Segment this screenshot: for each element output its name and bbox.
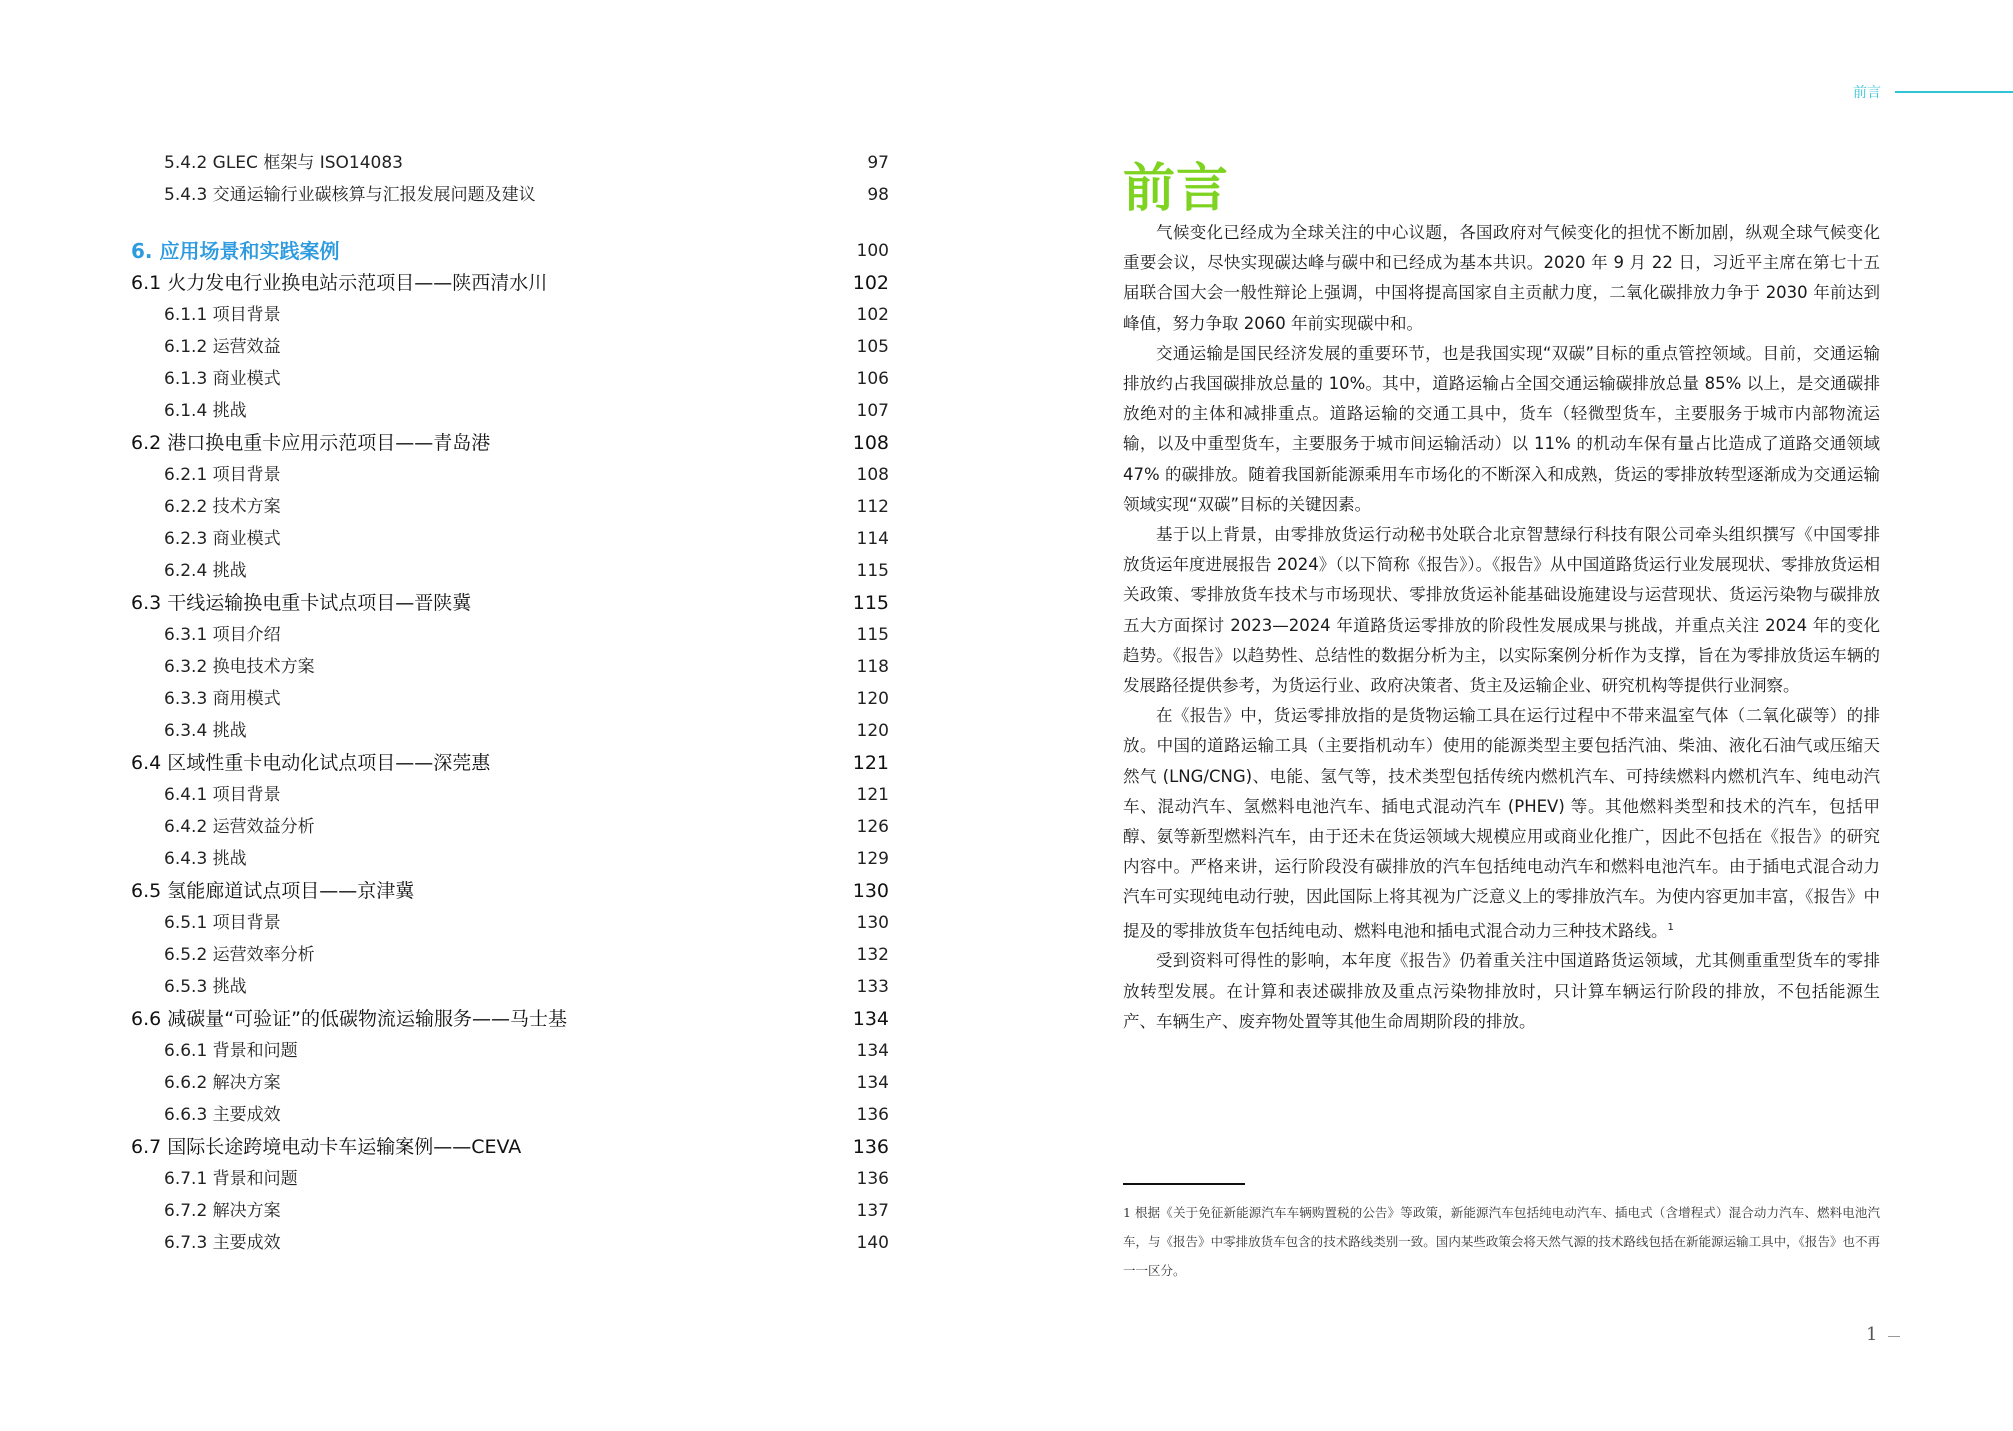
toc-entry-page: 129 bbox=[856, 849, 889, 869]
toc-entry-title: 5.4.3 交通运输行业碳核算与汇报发展问题及建议 bbox=[164, 185, 536, 205]
toc-subsection[interactable] bbox=[131, 459, 889, 491]
toc-subsection[interactable] bbox=[131, 179, 889, 211]
toc-subsection[interactable] bbox=[131, 491, 889, 523]
toc-section[interactable] bbox=[131, 267, 889, 299]
toc-entry-title: 6.7.3 主要成效 bbox=[164, 1233, 281, 1253]
toc-entry-title: 6. 应用场景和实践案例 bbox=[131, 239, 340, 263]
toc-entry-page: 114 bbox=[856, 529, 889, 549]
toc-entry-title: 6.7.1 背景和问题 bbox=[164, 1169, 298, 1189]
toc-entry-page: 133 bbox=[856, 977, 889, 997]
toc-entry-page: 134 bbox=[856, 1073, 889, 1093]
toc-entry-title: 6.5.3 挑战 bbox=[164, 977, 247, 997]
toc-entry-page: 130 bbox=[856, 913, 889, 933]
toc-entry-title: 6.5 氢能廊道试点项目——京津冀 bbox=[131, 880, 415, 902]
toc-subsection[interactable] bbox=[131, 395, 889, 427]
toc-entry-page: 120 bbox=[856, 721, 889, 741]
toc-subsection[interactable] bbox=[131, 811, 889, 843]
foreword-paragraph-text: 在《报告》中，货运零排放指的是货物运输工具在运行过程中不带来温室气体（二氧化碳等）的排放。中国的道路运输工具（主要指机动车）使用的能源类型主要包括汽油、柴油、液化石油气或压缩天然气 (LNG/CNG)、电能、氢气等，技术类型包括传统内燃机汽车、可持续燃料内燃机汽车、纯电动汽车、混动汽车、氢燃料电池汽车、插电式混动汽车 (PHEV) 等。其他燃料类型和技术的汽车，包括甲醇、氨等新型燃料汽车，由于还未在货运领域大规模应用或商业化推广，因此不包括在《报告》的研究内容中。严格来讲，运行阶段没有碳排放的汽车包括纯电动汽车和燃料电池汽车。由于插电式混合动力汽车可实现纯电动行驶，因此国际上将其视为广泛意义上的零排放汽车。为使内容更加丰富，《报告》中提及的零排放货车包括纯电动、燃料电池和插电式混合动力三种技术路线。 bbox=[1123, 706, 1880, 941]
toc-entry-title: 6.4.1 项目背景 bbox=[164, 785, 281, 805]
toc-entry-title: 6.3 干线运输换电重卡试点项目—晋陕冀 bbox=[131, 592, 472, 614]
toc-entry-page: 126 bbox=[856, 817, 889, 837]
toc-subsection[interactable] bbox=[131, 363, 889, 395]
toc-subsection[interactable] bbox=[131, 299, 889, 331]
toc-entry-title: 6.6.2 解决方案 bbox=[164, 1073, 281, 1093]
toc-section[interactable] bbox=[131, 875, 889, 907]
toc-entry-title: 6.1.4 挑战 bbox=[164, 401, 247, 421]
toc-entry-page: 106 bbox=[856, 369, 889, 389]
foreword-paragraph: 基于以上背景，由零排放货运行动秘书处联合北京智慧绿行科技有限公司牵头组织撰写《中国零排放货运年度进展报告 2024》（以下简称《报告》）。《报告》从中国道路货运行业发展现状、零排放货运相关政策、零排放货车技术与市场现状、零排放货运补能基础设施建设与运营现状、货运污染物与碳排放五大方面探讨 2023—2024 年道路货运零排放的阶段性发展成果与挑战，并重点关注 2024 年的变化趋势。《报告》以趋势性、总结性的数据分析为主，以实际案例分析作为支撑，旨在为零排放货运车辆的发展路径提供参考，为货运行业、政府决策者、货主及运输企业、研究机构等提供行业洞察。 bbox=[1123, 525, 1880, 696]
toc-entry-title: 6.7.2 解决方案 bbox=[164, 1201, 281, 1221]
toc-subsection[interactable] bbox=[131, 779, 889, 811]
toc-subsection[interactable] bbox=[131, 619, 889, 651]
toc-section[interactable] bbox=[131, 587, 889, 619]
toc-subsection[interactable] bbox=[131, 523, 889, 555]
toc-section[interactable] bbox=[131, 747, 889, 779]
toc-entry-title: 6.5.2 运营效率分析 bbox=[164, 945, 315, 965]
toc-entry-page: 102 bbox=[856, 305, 889, 325]
toc-entry-page: 115 bbox=[856, 561, 889, 581]
toc-subsection[interactable] bbox=[131, 1099, 889, 1131]
toc-entry-title: 6.2.1 项目背景 bbox=[164, 465, 281, 485]
foreword-paragraph: 气候变化已经成为全球关注的中心议题，各国政府对气候变化的担忧不断加剧，纵观全球气候变化重要会议，尽快实现碳达峰与碳中和已经成为基本共识。2020 年 9 月 22 日，习近平主席在第七十五届联合国大会一般性辩论上强调，中国将提高国家自主贡献力度，二氧化碳排放力争于 2030 年前达到峰值，努力争取 2060 年前实现碳中和。 bbox=[1123, 223, 1880, 333]
toc-entry-page: 134 bbox=[856, 1041, 889, 1061]
toc-entry-title: 6.6.1 背景和问题 bbox=[164, 1041, 298, 1061]
toc-entry-page: 102 bbox=[852, 272, 889, 294]
header-rule bbox=[1895, 91, 2013, 93]
toc-entry-title: 6.6.3 主要成效 bbox=[164, 1105, 281, 1125]
toc-subsection[interactable] bbox=[131, 907, 889, 939]
toc-entry-title: 6.3.3 商用模式 bbox=[164, 689, 281, 709]
page-number-dash bbox=[1888, 1336, 1900, 1337]
foreword-paragraph bbox=[1123, 701, 1880, 946]
toc-entry-title: 6.2.4 挑战 bbox=[164, 561, 247, 581]
toc-subsection[interactable] bbox=[131, 843, 889, 875]
foreword-paragraph: 交通运输是国民经济发展的重要环节，也是我国实现“双碳”目标的重点管控领域。目前，交通运输排放约占我国碳排放总量的 10%。其中，道路运输占全国交通运输碳排放总量 85% 以上，是交通碳排放绝对的主体和减排重点。道路运输的交通工具中，货车（轻微型货车，主要服务于城市内部物流运输，以及中重型货车，主要服务于城市间运输活动）以 11% 的机动车保有量占比造成了道路交通领域 47% 的碳排放。随着我国新能源乘用车市场化的不断深入和成熟，货运的零排放转型逐渐成为交通运输领域实现“双碳”目标的关键因素。 bbox=[1123, 343, 1880, 514]
toc-entry-page: 100 bbox=[856, 241, 889, 261]
toc-entry-title: 6.4.2 运营效益分析 bbox=[164, 817, 315, 837]
toc-entry-page: 97 bbox=[867, 153, 889, 173]
toc-subsection[interactable] bbox=[131, 1067, 889, 1099]
toc-subsection[interactable] bbox=[131, 651, 889, 683]
toc-entry-page: 121 bbox=[852, 752, 889, 774]
toc-subsection[interactable] bbox=[131, 331, 889, 363]
toc-gap bbox=[131, 211, 889, 235]
toc-section[interactable] bbox=[131, 427, 889, 459]
toc-subsection[interactable] bbox=[131, 939, 889, 971]
toc-entry-page: 115 bbox=[856, 625, 889, 645]
toc-subsection[interactable] bbox=[131, 683, 889, 715]
foreword-body bbox=[1123, 218, 1880, 1037]
toc-entry-title: 6.1 火力发电行业换电站示范项目——陕西清水川 bbox=[131, 272, 548, 294]
toc-subsection[interactable] bbox=[131, 1163, 889, 1195]
footnote-ref[interactable]: 1 bbox=[1667, 921, 1674, 933]
toc-entry-title: 6.7 国际长途跨境电动卡车运输案例——CEVA bbox=[131, 1136, 522, 1158]
toc-subsection[interactable] bbox=[131, 1195, 889, 1227]
foreword-paragraph: 受到资料可得性的影响，本年度《报告》仍着重关注中国道路货运领域，尤其侧重重型货车的零排放转型发展。在计算和表述碳排放及重点污染物排放时，只计算车辆运行阶段的排放，不包括能源生产、车辆生产、废弃物处置等其他生命周期阶段的排放。 bbox=[1123, 951, 1880, 1031]
toc-entry-title: 6.2.2 技术方案 bbox=[164, 497, 281, 517]
toc-entry-page: 134 bbox=[852, 1008, 889, 1030]
toc-entry-page: 105 bbox=[856, 337, 889, 357]
toc-entry-page: 115 bbox=[852, 592, 889, 614]
toc-subsection[interactable] bbox=[131, 147, 889, 179]
toc-entry-title: 6.1.2 运营效益 bbox=[164, 337, 281, 357]
footnote-rule bbox=[1123, 1183, 1245, 1185]
toc-entry-page: 98 bbox=[867, 185, 889, 205]
toc-subsection[interactable] bbox=[131, 1035, 889, 1067]
toc-entry-title: 6.3.2 换电技术方案 bbox=[164, 657, 315, 677]
toc-entry-title: 6.6 减碳量“可验证”的低碳物流运输服务——马士基 bbox=[131, 1008, 567, 1030]
toc-subsection[interactable] bbox=[131, 715, 889, 747]
toc-entry-page: 121 bbox=[856, 785, 889, 805]
toc-entry-page: 136 bbox=[856, 1105, 889, 1125]
toc-entry-page: 108 bbox=[852, 432, 889, 454]
toc-entry-page: 137 bbox=[856, 1201, 889, 1221]
toc-section[interactable] bbox=[131, 1003, 889, 1035]
toc-entry-page: 118 bbox=[856, 657, 889, 677]
toc-entry-title: 6.2 港口换电重卡应用示范项目——青岛港 bbox=[131, 432, 491, 454]
foreword-title: 前言 bbox=[1123, 159, 1230, 219]
toc-entry-page: 107 bbox=[856, 401, 889, 421]
table-of-contents bbox=[131, 147, 889, 1259]
toc-chapter[interactable] bbox=[131, 235, 889, 267]
toc-entry-title: 6.4.3 挑战 bbox=[164, 849, 247, 869]
toc-subsection[interactable] bbox=[131, 1227, 889, 1259]
running-header: 前言 bbox=[1853, 85, 1881, 101]
toc-entry-title: 6.1.1 项目背景 bbox=[164, 305, 281, 325]
toc-entry-page: 120 bbox=[856, 689, 889, 709]
toc-entry-page: 130 bbox=[852, 880, 889, 902]
toc-entry-page: 112 bbox=[856, 497, 889, 517]
toc-entry-title: 6.1.3 商业模式 bbox=[164, 369, 281, 389]
toc-entry-title: 6.4 区域性重卡电动化试点项目——深莞惠 bbox=[131, 752, 491, 774]
toc-entry-title: 6.2.3 商业模式 bbox=[164, 529, 281, 549]
toc-entry-page: 136 bbox=[852, 1136, 889, 1158]
toc-entry-title: 6.3.4 挑战 bbox=[164, 721, 247, 741]
toc-entry-page: 136 bbox=[856, 1169, 889, 1189]
toc-entry-title: 6.3.1 项目介绍 bbox=[164, 625, 281, 645]
toc-entry-page: 108 bbox=[856, 465, 889, 485]
toc-section[interactable] bbox=[131, 1131, 889, 1163]
toc-entry-page: 132 bbox=[856, 945, 889, 965]
toc-entry-title: 6.5.1 项目背景 bbox=[164, 913, 281, 933]
toc-entry-title: 5.4.2 GLEC 框架与 ISO14083 bbox=[164, 153, 403, 173]
footnote: 1 根据《关于免征新能源汽车车辆购置税的公告》等政策，新能源汽车包括纯电动汽车、插电式（含增程式）混合动力汽车、燃料电池汽车，与《报告》中零排放货车包含的技术路线类别一致。国内某些政策会将天然气源的技术路线包括在新能源运输工具中，《报告》也不再一一区分。 bbox=[1123, 1205, 1880, 1278]
toc-subsection[interactable] bbox=[131, 971, 889, 1003]
toc-entry-page: 140 bbox=[856, 1233, 889, 1253]
page-number: 1 bbox=[1866, 1324, 1878, 1345]
toc-subsection[interactable] bbox=[131, 555, 889, 587]
